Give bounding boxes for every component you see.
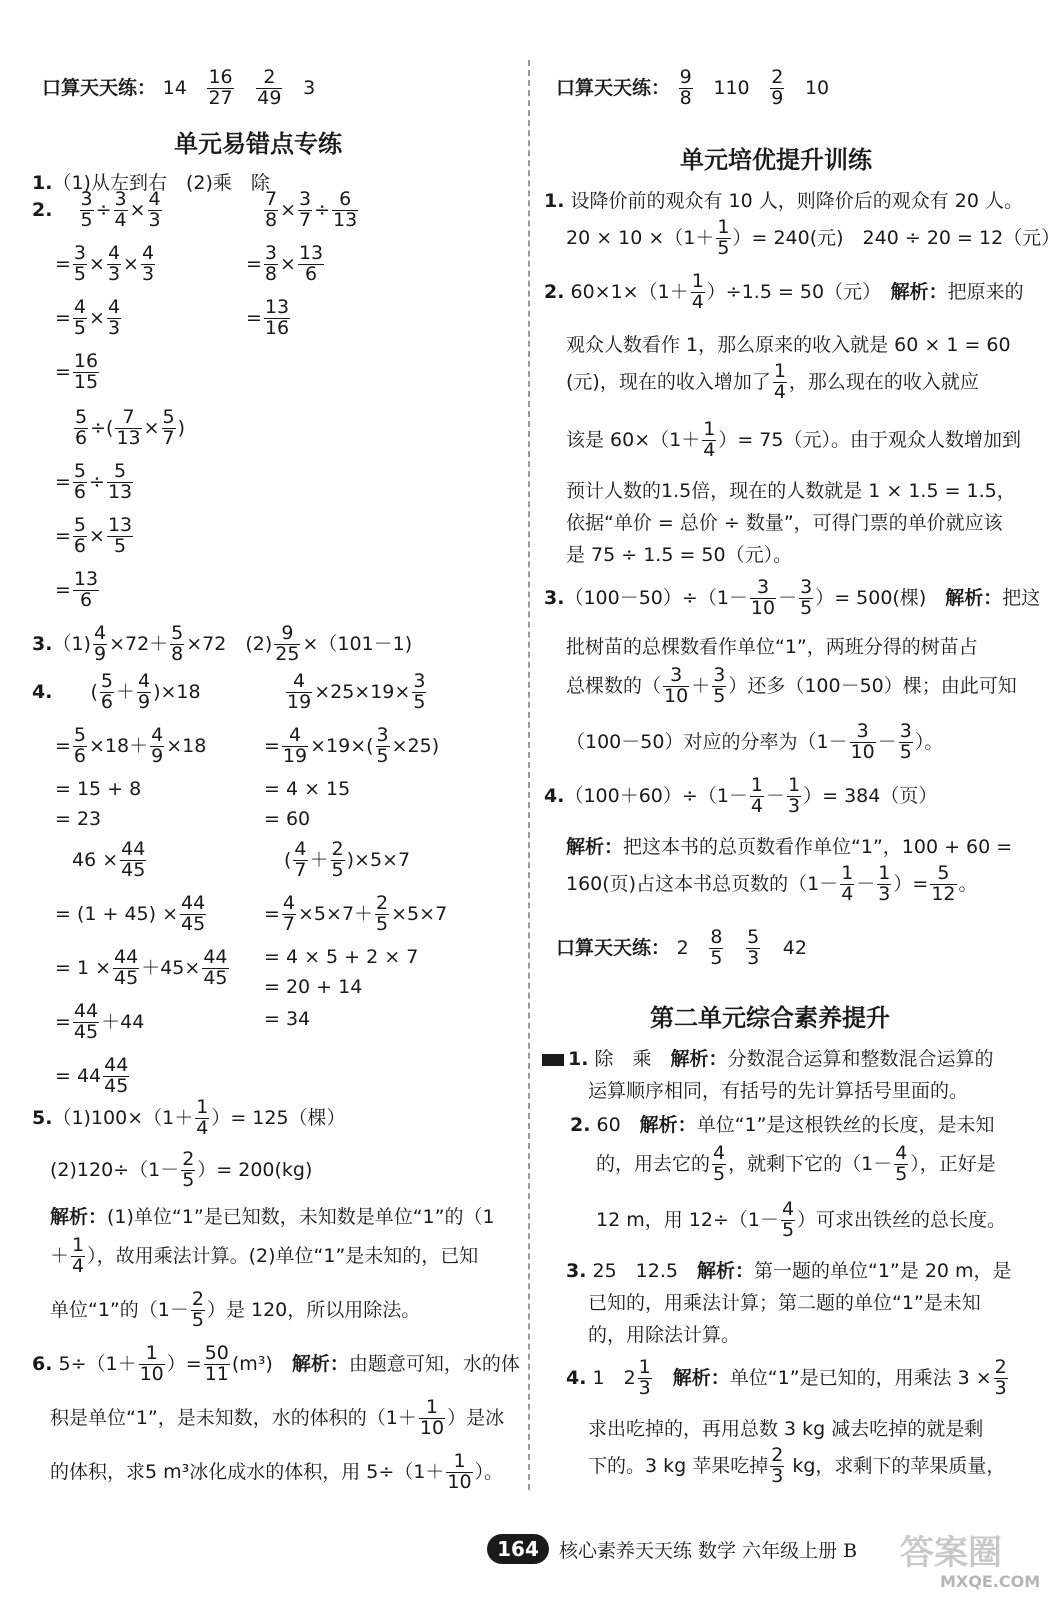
section-title-right-2: 第二单元综合素养提升 xyxy=(650,1004,890,1032)
answer-s3: 3. 25 12.5 解析：第一题的单位“1”是 20 m，是 xyxy=(566,1260,1012,1282)
answer-s4: 4. 1 2 $\frac{1}{3}$ 解析：单位“1”是已知的，用乘法 3 × $\frac{2}{3}$ xyxy=(566,1356,1007,1399)
page-number: 164 xyxy=(487,1534,549,1564)
column-divider xyxy=(528,60,530,1490)
answer-r1: 1. 设降价前的观众有 10 人，则降价后的观众有 20 人。 xyxy=(544,190,1024,212)
answer-3: 3.（1) $\frac{4}{9}$ ×72＋ $\frac{5}{8}$ ×72 (2) $\frac{9}{25}$ ×（101－1) xyxy=(32,622,413,665)
kousuan-row-left: 口算天天练： 14 $\frac{16}{27}$ $\frac{2}{49}$ 3 xyxy=(42,66,316,109)
kousuan-row-right-1: 口算天天练： $\frac{9}{8}$ 110 $\frac{2}{9}$ 10 xyxy=(556,66,830,109)
answer-1: 1.（1)从左到右 (2)乘 除 xyxy=(32,172,270,194)
section-title-right-1: 单元培优提升训练 xyxy=(680,146,872,174)
kousuan-label: 口算天天练： xyxy=(556,936,671,959)
answer-r3: 3.（100－50）÷（1－ $\frac{3}{10}$ － $\frac{3}{5}$ ）= 500(棵) 解析：把这 xyxy=(544,576,1041,619)
answer-4: 4. ( $\frac{5}{6}$ ＋ $\frac{4}{9}$ )×18 xyxy=(32,670,201,713)
answer-6: 6. 5÷（1＋ $\frac{1}{10}$ ）= $\frac{50}{11}$ (m³) 解析：由题意可知，水的体 xyxy=(32,1342,520,1385)
kousuan-row-right-2: 口算天天练： 2 $\frac{8}{5}$ $\frac{5}{3}$ 42 xyxy=(556,926,807,969)
answer-5: 5.（1)100×（1＋ $\frac{1}{4}$ ）= 125（棵） xyxy=(32,1096,346,1139)
answer-s1: 1. 除 乘 解析：分数混合运算和整数混合运算的 xyxy=(542,1044,994,1071)
watermark-logo: 答案圈 xyxy=(900,1533,1002,1573)
answer-s2: 2. 60 解析：单位“1”是这根铁丝的长度，是未知 xyxy=(570,1114,995,1136)
answer-r2: 2. 60×1×（1＋ $\frac{1}{4}$ ）÷1.5 = 50（元） 解析：把原来的 xyxy=(544,270,1024,313)
section-one-icon xyxy=(542,1054,564,1066)
answer-r4: 4.（100＋60）÷（1－ $\frac{1}{4}$ － $\frac{1}{3}$ ）= 384（页） xyxy=(544,774,938,817)
watermark-url: MXQE.COM xyxy=(940,1572,1041,1591)
answer-2: 2. $\frac{3}{5}$ ÷ $\frac{3}{4}$ × $\frac{4}{3}$ xyxy=(32,188,161,231)
kousuan-label: 口算天天练： xyxy=(556,76,671,99)
kousuan-label: 口算天天练： xyxy=(42,76,157,99)
section-title-left: 单元易错点专练 xyxy=(174,130,342,158)
book-title: 核心素养天天练 数学 六年级上册 B xyxy=(559,1540,858,1562)
